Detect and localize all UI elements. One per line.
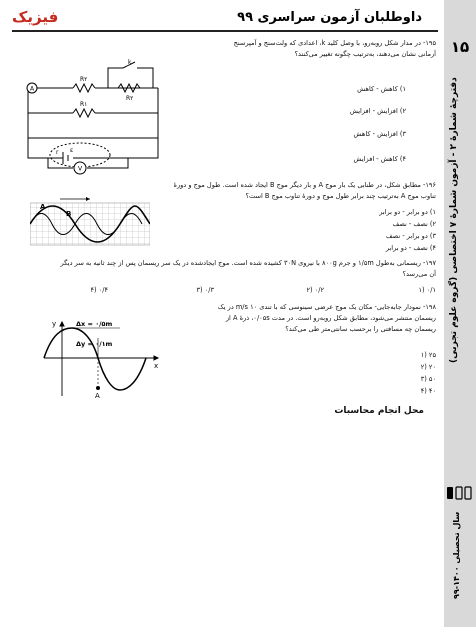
- q196-option-3[interactable]: ۳) دو برابر - نصف: [385, 232, 436, 240]
- r1-label: R۱: [80, 101, 88, 108]
- q197-line-2: آن می‌رسد؟: [402, 270, 436, 278]
- q195-option-2[interactable]: ۲) افزایش - افزایش: [349, 107, 406, 115]
- particle-a-label: A: [95, 392, 100, 400]
- q195-option-4[interactable]: ۴) کاهش - افزایش: [353, 155, 406, 163]
- q196-wave-diagram: [30, 195, 150, 250]
- x-axis-label: x: [154, 362, 159, 370]
- q197-line-1: ۱۹۷- ریسمانی به‌طول ۱/۵m و جرم ۸۰۰g با نیروی ۳۰N کشیده شده است. موج ایجادشده در یک سر ریسمان پس از چند ثانیه به سر دیگر: [60, 259, 436, 267]
- q196-line-2: تناوب موج A به‌ترتیب چند برابر طول موج و دورهٔ تناوب موج B است؟: [245, 192, 436, 200]
- ammeter-label: A: [29, 85, 35, 93]
- wave-b-label: B: [66, 210, 72, 218]
- q197-option-3[interactable]: ۳) ۰/۳: [196, 286, 214, 294]
- q197-text: [36, 258, 436, 280]
- r2-right-label: R۲: [126, 95, 134, 102]
- subject-label: فیزیک: [12, 8, 59, 26]
- particle-a-point: [96, 386, 100, 390]
- q195-option-3[interactable]: ۳) افزایش - کاهش: [353, 130, 406, 138]
- q196-option-2[interactable]: ۲) نصف - نصف: [392, 220, 436, 228]
- answer-sheet-mark-icon: [446, 486, 472, 500]
- wave-a-label: A: [40, 203, 46, 211]
- q198-line-2: ریسمان منتشر می‌شود، مطابق شکل روبه‌رو است. در مدت ۰/۰۵s، ذرهٔ A از: [225, 314, 436, 322]
- q198-line-1: ۱۹۸- نمودار جابه‌جایی- مکان یک موج عرضی سینوسی که با تندی ۱۰ m/s در یک: [217, 303, 436, 311]
- page-header: [12, 8, 422, 32]
- page-title: داوطلبان آزمون سراسری ۹۹: [237, 10, 422, 25]
- q197-option-1[interactable]: ۱) ۰/۱: [418, 286, 436, 294]
- switch-label: k: [128, 59, 132, 66]
- q195-line-1: ۱۹۵- در مدار شکل روبه‌رو، با وصل کلید k، اعدادی که ولت‌سنج و آمپرسنج: [233, 39, 436, 47]
- exam-label: دفترچهٔ شمارهٔ ۲ - آزمون شمارهٔ ۷ اختصاصی (گروه علوم تجربی): [449, 77, 459, 363]
- voltmeter-label: V: [77, 165, 83, 173]
- q196-option-4[interactable]: ۴) نصف - دو برابر: [385, 244, 436, 252]
- q197-option-4[interactable]: ۴) ۰/۴: [90, 286, 108, 294]
- q198-option-2[interactable]: ۲) ۲۰: [420, 363, 436, 371]
- q198-wave-graph: [40, 316, 165, 401]
- q195-text: [186, 38, 436, 60]
- header-divider: [12, 30, 438, 32]
- q196-option-1[interactable]: ۱) دو برابر - دو برابر: [379, 208, 436, 216]
- delta-x-label: Δx = ۰/۵m: [76, 320, 113, 328]
- q198-text: [196, 302, 436, 335]
- q195-option-1[interactable]: ۱) کاهش - کاهش: [357, 85, 406, 93]
- q198-option-4[interactable]: ۴) ۴۰: [420, 387, 436, 395]
- y-axis-label: y: [52, 320, 57, 328]
- q195-circuit-diagram: [18, 58, 176, 178]
- page-number: ۱۵: [450, 38, 470, 56]
- year-label: سال تحصیلی ۱۴۰۰-۹۹: [452, 511, 461, 599]
- r2-top-label: R۲: [80, 76, 88, 83]
- q198-line-3: ریسمان چه مسافتی را برحسب سانتی‌متر طی می‌کند؟: [285, 325, 436, 333]
- internal-resistance-label: r: [56, 149, 59, 156]
- q197-option-2[interactable]: ۲) ۰/۲: [306, 286, 324, 294]
- q198-option-1[interactable]: ۱) ۲۵: [420, 351, 436, 359]
- q198-option-3[interactable]: ۳) ۵۰: [420, 375, 436, 383]
- q195-line-2: آرمانی نشان می‌دهند، به‌ترتیب چگونه تغییر می‌کنند؟: [294, 50, 436, 58]
- emf-label: ε: [70, 147, 74, 154]
- q196-line-1: ۱۹۶- مطابق شکل، در طنابی یک بار موج A و بار دیگر موج B ایجاد شده است. طول موج و دورهٔ: [173, 181, 436, 189]
- calculation-area-label: محل انجام محاسبات: [334, 406, 424, 416]
- delta-y-label: Δy = ۰/۱m: [76, 340, 113, 348]
